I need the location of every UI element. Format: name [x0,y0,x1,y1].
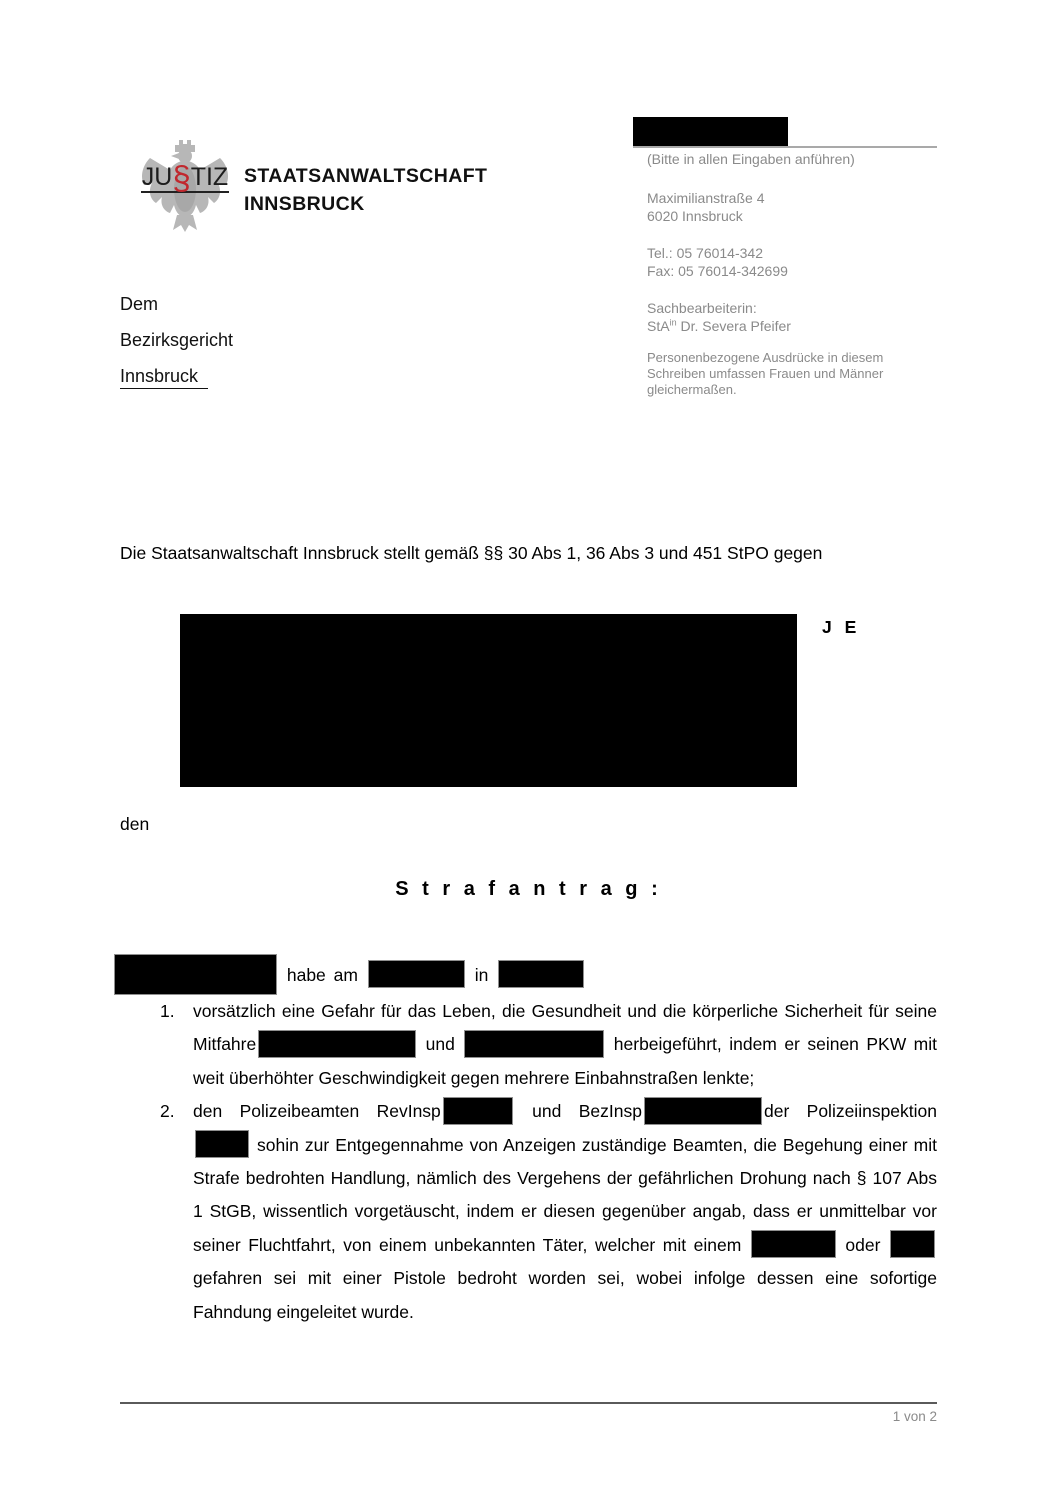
clerk-name: Dr. Severa Pfeifer [676,318,791,334]
charge-item-2 [160,1095,937,1329]
phone-line: Tel.: 05 76014-342 [647,245,763,261]
justiz-logo [135,132,235,236]
org-title [244,162,487,218]
address-line1: Maximilianstraße 4 [647,190,765,206]
recipient-line3: Innsbruck [120,365,208,389]
redaction-box [443,1097,513,1125]
defendant-initials: J E [822,617,861,637]
clerk-abbrev: StA [647,318,670,334]
item-text: vorsätzlich eine Gefahr für das Leben, die Gesundheit und die körperliche Sicherheit für seine Mitfahre und herbeigeführt, indem er seinen PKW mit weit überhöhter Geschwindigkeit gegen mehrere Einbahnstraßen lenkte; [193,1001,937,1088]
recipient-line2: Bezirksgericht [120,330,234,350]
redaction-block-defendant [180,614,797,787]
redaction-box [890,1230,935,1258]
clerk-sup: in [669,317,677,328]
charge-list [160,995,937,1329]
redaction-box [464,1030,604,1058]
footer-rule [120,1402,937,1404]
redaction-box [751,1230,836,1258]
redaction-box [114,954,277,995]
clerk-label: Sachbearbeiterin: [647,300,757,316]
org-title-line2: INNSBRUCK [244,193,365,215]
clerk-name-line [647,317,939,335]
redaction-box [498,960,584,988]
item-text: den Polizeibeamten RevInsp und BezInsp der Polizeiinspektion sohin zur Entgegennahme von Anzeigen zuständige Beamten, die Begehung einer mit Strafe bedrohten Handlung, nämlich des Vergehens der gefährlichen Drohung nach § 107 Abs 1 StGB, wissentlich vorgetäuscht, indem er diesen gegenüber angab, dass er unmittelbar vor seiner Fluchtfahrt, von einem unbekannten Täter, welcher mit einem oder gefahren sei mit einer Pistole bedroht worden sei, wobei infolge dessen eine sofortige Fahndung eingeleitet wurde. [193,1095,937,1329]
charge-item-1 [160,995,937,1095]
section-sign-icon: § [172,159,191,196]
recipient-line1: Dem [120,294,159,314]
item-number: 2. [160,1101,175,1122]
redaction-box [258,1030,416,1058]
recipient-block [120,293,233,402]
charge-heading: S t r a f a n t r a g : [395,878,662,900]
reference-note: (Bitte in allen Eingaben anführen) [647,151,855,167]
redaction-box [368,960,465,988]
page-number: 1 von 2 [892,1409,937,1424]
reference-underline [633,146,937,148]
justiz-wordmark [129,159,241,196]
redaction-box [195,1130,249,1158]
justiz-wordmark-tiz: TIZ [190,163,229,191]
gender-disclaimer: Personenbezogene Ausdrücke in diesem Schreiben umfassen Frauen und Männer gleichermaßen. [647,350,884,397]
intro-sentence: Die Staatsanwaltschaft Innsbruck stellt gemäß §§ 30 Abs 1, 36 Abs 3 und 451 StPO gegen [120,543,823,563]
contact-block [647,150,939,398]
fax-line: Fax: 05 76014-342699 [647,263,788,279]
item-number: 1. [160,1001,175,1021]
redaction-bar-reference [633,117,788,147]
redaction-box [644,1097,762,1125]
justiz-wordmark-ju: JU [141,163,173,191]
org-title-line1: STAATSANWALTSCHAFT [244,165,488,187]
connector-word: den [120,814,150,834]
address-line2: 6020 Innsbruck [647,208,743,224]
accusation-lead-line: habe am in [112,953,938,997]
